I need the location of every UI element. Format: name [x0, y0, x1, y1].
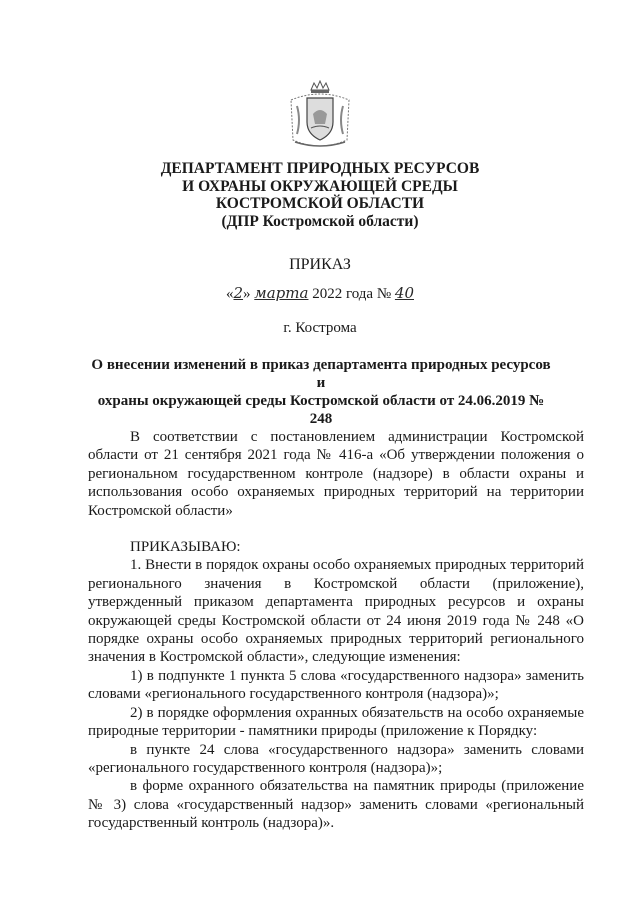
coat-of-arms-icon [283, 80, 357, 152]
dept-line-1: ДЕПАРТАМЕНТ ПРИРОДНЫХ РЕСУРСОВ [160, 160, 480, 177]
preamble-paragraph: В соответствии с постановлением администрации Костромской области от 21 сентября 2021 года № 416-а «Об утверждении положения о региональном государственном контроле (надзоре) в области охраны и использования особо охраняемых природных территорий на территории Костромской области» [88, 429, 584, 519]
dept-line-4: (ДПР Костромской области) [221, 212, 419, 230]
order-title: ПРИКАЗ [289, 256, 351, 273]
order-subject [86, 356, 556, 428]
subitem-2b-paragraph: в форме охранного обязательства на памятник природы (приложение № 3) слова «государственный надзор» заменить словами «региональный государственный контроль (надзора)». [88, 778, 584, 832]
subject-line-1: О внесении изменений в приказ департамента природных ресурсов и [91, 357, 551, 391]
dept-line-3: КОСТРОМСКОЙ ОБЛАСТИ [215, 195, 425, 212]
order-body [88, 428, 584, 833]
order-number: 40 [394, 284, 414, 302]
order-day: 2 [233, 284, 244, 302]
subitem-2-paragraph: 2) в порядке оформления охранных обязательств на особо охраняемые природные территории - памятники природы (приложение к Порядку: [88, 704, 584, 740]
item-1-paragraph: 1. Внести в порядок охраны особо охраняемых природных территорий регионального значения в Костромской области (приложение), утвержденный приказом департамента природных ресурсов и охраны окружающей среды Костромской области от 24 июня 2019 года № 248 «О порядке охраны особо охраняемых природных территорий регионального значения в Костромской области», следующие изменения: [88, 557, 584, 666]
subitem-1-paragraph: 1) в подпункте 1 пункта 5 слова «государственного надзора» заменить словами «регионального государственного контроля (надзора)»; [88, 667, 584, 703]
subject-line-2: охраны окружающей среды Костромской области от 24.06.2019 № 248 [97, 393, 545, 427]
order-word: ПРИКАЗЫВАЮ: [130, 539, 241, 556]
order-city: г. Кострома [283, 320, 357, 336]
order-date-line [0, 284, 640, 303]
order-year: 2022 года № [312, 286, 392, 302]
subitem-2a-paragraph: в пункте 24 слова «государственного надзора» заменить словами «регионального государственного контроля (надзора)»; [88, 741, 584, 776]
dept-line-2: И ОХРАНЫ ОКРУЖАЮЩЕЙ СРЕДЫ [182, 177, 458, 195]
order-month: марта [254, 284, 309, 302]
quote-close: » [243, 286, 251, 302]
department-name [0, 160, 640, 230]
quote-open: « [226, 286, 234, 302]
